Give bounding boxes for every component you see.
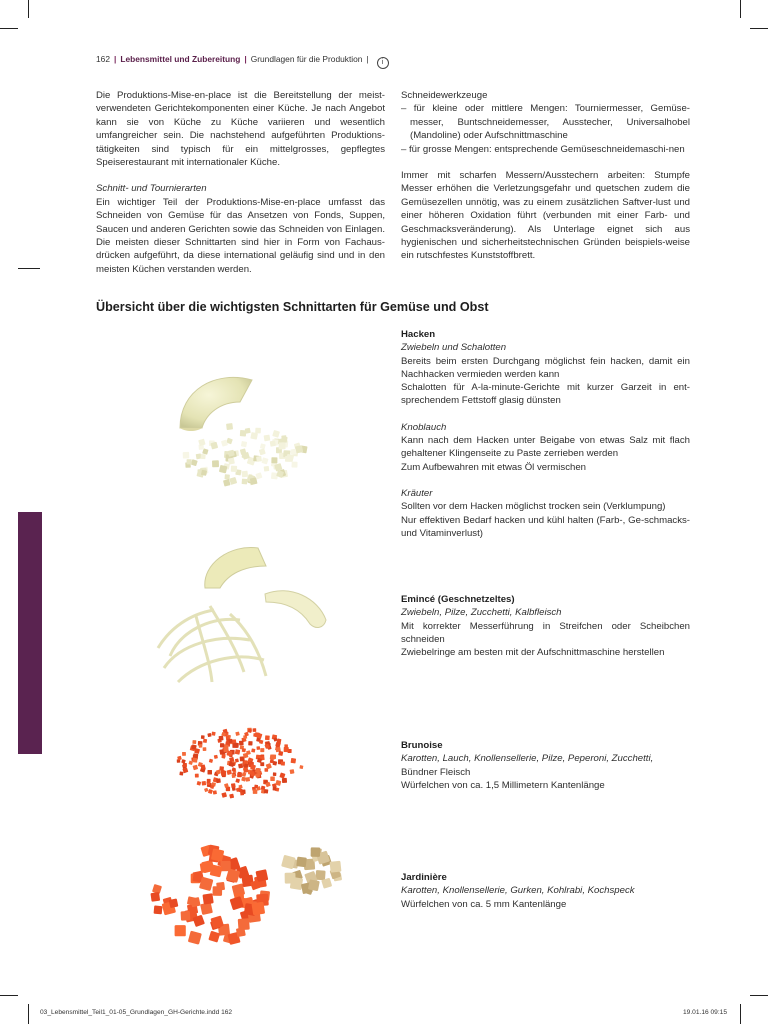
- brunoise-cube: [242, 772, 247, 777]
- jardiniere-text: Würfelchen von ca. 5 mm Kantenlänge: [401, 898, 567, 910]
- brunoise-cube: [179, 771, 183, 775]
- brunoise-cube: [181, 759, 185, 763]
- footer-timestamp: 19.01.16 09:15: [683, 1009, 727, 1016]
- brunoise-cube: [270, 777, 275, 782]
- carrot-cube: [150, 892, 160, 902]
- onion-dice: [228, 458, 235, 465]
- emince-block: [401, 593, 690, 659]
- carrot-cube: [255, 869, 268, 882]
- crop-mark: [740, 1004, 741, 1024]
- celery-cube: [296, 857, 307, 868]
- carrot-cube: [200, 862, 211, 873]
- brunoise-cube: [253, 789, 257, 794]
- onion-dice: [187, 459, 192, 464]
- onion-dice: [231, 466, 237, 472]
- crop-mark: [0, 28, 18, 29]
- onion-dice: [241, 471, 248, 478]
- emince-text: Zwiebelringe am besten mit der Aufschnittmaschine herstellen: [401, 647, 665, 659]
- carrot-cube: [208, 931, 220, 943]
- brunoise-cube: [229, 794, 234, 799]
- onion-dice: [229, 477, 237, 485]
- brunoise-cube: [211, 732, 215, 736]
- hacken-text: Kann nach dem Hacken unter Beigabe von etwas Salz mit flach gehaltener Klingenseite zu Paste zerrieben werden: [401, 435, 690, 460]
- onion-dice: [212, 460, 219, 467]
- brunoise-cube: [279, 772, 285, 778]
- tools-heading: Schneidewerkzeuge: [401, 90, 488, 101]
- crop-mark: [18, 268, 40, 269]
- intro-paragraph-2: Ein wichtiger Teil der Produktions-Mise-en-place umfasst das Schneiden von Gemüse für das Ansetzen von Fonds, Suppen, Saucen und anderen Gerichten sowie das Schneiden von Einlagen. Die meisten dieser Schnittarten sind hier in Form von Fachaus-drücken aufgeführt, da diese international geläufig sind und in den meisten Küchen verstanden werden.: [96, 196, 385, 275]
- emince-text: Mit korrekter Messerführung in Streifchen oder Scheibchen schneiden: [401, 620, 690, 645]
- brunoise-photo: [160, 718, 320, 808]
- onion-dice: [250, 477, 258, 485]
- carrot-cube: [181, 911, 191, 921]
- brunoise-cube: [254, 785, 258, 789]
- brunoise-cube: [208, 789, 213, 794]
- carrot-brunoise-cluster: [177, 728, 304, 799]
- brunoise-cube: [199, 744, 203, 748]
- brunoise-cube: [240, 792, 244, 796]
- brunoise-cube: [256, 746, 260, 750]
- brunoise-cube: [264, 789, 268, 793]
- brunoise-cube: [299, 765, 303, 769]
- brunoise-cube: [232, 774, 236, 778]
- brunoise-cube: [203, 739, 207, 743]
- brunoise-cube: [220, 743, 224, 747]
- tools-item: – für kleine oder mittlere Mengen: Tourniermesser, Gemüse-messer, Buntschneidemesser, Ausstecher, Universalhobel (Mandoline) oder Aufschnittmaschine: [401, 103, 690, 142]
- brunoise-cube: [290, 769, 295, 774]
- brunoise-cube: [192, 758, 197, 763]
- brunoise-cube: [251, 772, 256, 777]
- brunoise-cube: [219, 766, 224, 771]
- brunoise-cube: [245, 777, 250, 782]
- footer-filename: 03_Lebensmittel_Teil1_01-05_Grundlagen_GH-Gerichte.indd 162: [40, 1009, 233, 1016]
- onion-dice: [264, 466, 270, 472]
- chapter-title: Grundlagen für die Produktion: [250, 54, 363, 64]
- brunoise-cube: [216, 778, 221, 783]
- brunoise-cube: [275, 780, 281, 786]
- onion-dice: [226, 423, 233, 430]
- separator: |: [244, 54, 247, 64]
- onion-dice: [290, 449, 296, 455]
- brunoise-cube: [214, 755, 218, 759]
- crop-mark: [0, 995, 18, 996]
- hacken-text: Zum Aufbewahren mit etwas Öl vermischen: [401, 461, 587, 473]
- brunoise-cube: [209, 759, 213, 763]
- brunoise-cube: [270, 759, 274, 763]
- onion-emince-photo: [140, 536, 350, 696]
- brunoise-cube: [201, 735, 205, 739]
- brunoise-cube: [253, 728, 257, 732]
- chopped-onion-photo: [140, 340, 350, 515]
- brunoise-subheading: Karotten, Lauch, Knollensellerie, Pilze, Peperoni, Zucchetti,: [401, 753, 654, 765]
- onion-dice: [240, 430, 247, 437]
- carrot-cube: [190, 897, 200, 907]
- brunoise-cube: [221, 771, 226, 776]
- brunoise-cube: [282, 778, 287, 783]
- onion-dice: [261, 457, 268, 464]
- brunoise-cube: [193, 765, 199, 771]
- section-title: Lebensmittel und Zubereitung: [120, 54, 241, 64]
- intro-right-column: [401, 89, 690, 263]
- onion-dice: [191, 459, 198, 466]
- brunoise-block: [401, 739, 690, 792]
- intro-subheading: Schnitt- und Tournierarten: [96, 183, 207, 195]
- jardiniere-block: [401, 871, 690, 911]
- brunoise-cube: [248, 741, 252, 745]
- brunoise-cube: [291, 758, 297, 764]
- chapter-color-bar: [18, 512, 42, 754]
- brunoise-cube: [207, 733, 211, 737]
- running-header: [96, 54, 389, 69]
- brunoise-cube: [242, 748, 246, 752]
- onion-dice: [291, 462, 297, 468]
- brunoise-cube: [265, 735, 270, 740]
- brunoise-cube: [195, 774, 199, 778]
- brunoise-cube: [192, 740, 196, 744]
- onion-dice: [270, 440, 276, 446]
- brunoise-cube: [273, 787, 277, 791]
- onion-dice: [281, 436, 288, 443]
- onion-dice: [241, 441, 247, 447]
- carrot-cube: [211, 848, 224, 861]
- celery-cube: [311, 847, 321, 857]
- brunoise-cube: [277, 738, 282, 743]
- jardiniere-photo: [140, 836, 350, 966]
- carrot-cube: [202, 893, 213, 904]
- brunoise-cube: [221, 792, 227, 798]
- onion-dice: [250, 432, 258, 440]
- hacken-block: [401, 328, 690, 540]
- carrot-dice-cluster: [150, 845, 270, 945]
- brunoise-cube: [239, 741, 244, 746]
- onion-dice: [242, 479, 248, 485]
- onion-dice: [256, 456, 262, 462]
- brunoise-cube: [281, 761, 285, 765]
- carrot-cube: [216, 882, 225, 891]
- celery-cube: [330, 861, 342, 873]
- carrot-cube: [175, 925, 186, 936]
- brunoise-cube: [207, 779, 211, 783]
- separator: |: [366, 54, 369, 64]
- crop-mark: [750, 28, 768, 29]
- carrot-cube: [236, 927, 246, 937]
- onion-dice: [255, 472, 262, 479]
- hacken-text: Schalotten für A-la-minute-Gerichte mit kurzer Garzeit in ent-sprechendem Fettstoff glasig dünsten: [401, 382, 690, 407]
- brunoise-cube: [197, 781, 202, 786]
- onion-dice: [224, 474, 229, 479]
- onion-dice: [242, 452, 249, 459]
- brunoise-cube: [203, 747, 207, 751]
- celery-cube: [308, 879, 320, 891]
- page-number: 162: [96, 54, 110, 64]
- hacken-text: Sollten vor dem Hacken möglichst trocken sein (Verklumpung): [401, 501, 666, 513]
- hacken-text: Bereits beim ersten Durchgang möglichst fein hacken, damit ein Nachhacken vermieden werden kann: [401, 355, 690, 380]
- hacken-subheading: Knoblauch: [401, 421, 447, 433]
- crop-mark: [750, 995, 768, 996]
- brunoise-cube: [231, 783, 236, 788]
- brunoise-text: Würfelchen von ca. 1,5 Millimetern Kantenlänge: [401, 779, 605, 791]
- brunoise-cube: [238, 763, 243, 768]
- jardiniere-title: Jardinière: [401, 872, 447, 883]
- hacken-text: Nur effektiven Bedarf hacken und kühl halten (Farb-, Ge-schmacks- und Vitaminverlust): [401, 514, 690, 539]
- carrot-cube: [169, 898, 179, 908]
- brunoise-cube: [278, 751, 283, 756]
- brunoise-cube: [284, 747, 289, 752]
- brunoise-cube: [251, 748, 255, 752]
- hacken-title: Hacken: [401, 329, 436, 340]
- celery-cube: [285, 873, 296, 884]
- brunoise-cube: [227, 770, 232, 775]
- brunoise-cube: [232, 743, 237, 748]
- brunoise-cube: [202, 781, 207, 786]
- onion-dice: [285, 456, 291, 462]
- celery-cube: [315, 870, 325, 880]
- carrot-cube: [251, 902, 265, 916]
- brunoise-title: Brunoise: [401, 740, 443, 751]
- brunoise-cube: [219, 736, 224, 741]
- onion-dice: [183, 452, 190, 459]
- celery-dice-cluster: [281, 847, 342, 895]
- brunoise-cube: [237, 772, 242, 777]
- brunoise-cube: [244, 763, 248, 767]
- onion-dice: [260, 443, 266, 449]
- brunoise-cube: [208, 770, 213, 775]
- brunoise-cube: [204, 788, 208, 792]
- crop-mark: [740, 0, 741, 18]
- hacken-subheading: Zwiebeln und Schalotten: [401, 342, 507, 354]
- brunoise-cube: [271, 754, 276, 759]
- brunoise-cube: [232, 739, 236, 743]
- onion-dice: [271, 457, 277, 463]
- brunoise-cube: [273, 772, 277, 776]
- tools-paragraph: Immer mit scharfen Messern/Ausstechern arbeiten: Stumpfe Messer erhöhen die Verletzungsgefahr und quetschen zudem die Gemüsezellen unnötig, was zu einem zusätzlichen Saftver-lust und einer höheren Oxidation führt (verbunden mit einer Farb- und Geschmacksveränderung). Als Unterlage eignet sich aus hygienischen und sicherheitstechnischen Gründen beispiels-weise ein rutschfestes Kunststoffbrett.: [401, 170, 690, 262]
- brunoise-cube: [248, 729, 252, 733]
- brunoise-cube: [241, 777, 246, 782]
- brunoise-cube: [213, 790, 217, 794]
- onion-dice: [272, 430, 280, 438]
- onion-dice: [201, 470, 207, 476]
- hacken-subheading: Kräuter: [401, 487, 433, 499]
- brunoise-cube: [235, 778, 240, 783]
- brunoise-cube: [253, 733, 257, 737]
- brunoise-cube: [260, 748, 264, 752]
- brunoise-subheading-2: Bündner Fleisch: [401, 766, 471, 778]
- brunoise-cube: [235, 749, 241, 755]
- carrot-cube: [154, 905, 163, 914]
- brunoise-cube: [182, 752, 186, 756]
- onion-ring-slices: [158, 606, 266, 682]
- brunoise-cube: [231, 763, 235, 767]
- intro-left-column: [96, 89, 385, 276]
- emince-subheading: Zwiebeln, Pilze, Zucchetti, Kalbfleisch: [401, 607, 562, 619]
- onion-dice: [255, 428, 261, 434]
- overview-title: Übersicht über die wichtigsten Schnittarten für Gemüse und Obst: [96, 300, 489, 314]
- onion-dice: [201, 454, 206, 459]
- onion-dice-cluster: [183, 423, 308, 487]
- crop-mark: [28, 0, 29, 18]
- crop-mark: [28, 1004, 29, 1024]
- emince-title: Emincé (Geschnetzeltes): [401, 594, 515, 605]
- brunoise-cube: [235, 731, 239, 735]
- onion-dice: [223, 479, 231, 487]
- tools-item: – für grosse Mengen: entsprechende Gemüseschneidemaschi-nen: [401, 143, 685, 155]
- jardiniere-subheading: Karotten, Knollensellerie, Gurken, Kohlrabi, Kochspeck: [401, 885, 635, 897]
- onion-dice: [278, 442, 285, 449]
- brunoise-cube: [188, 761, 192, 765]
- separator: |: [113, 54, 117, 64]
- carrot-cube: [188, 931, 202, 945]
- brunoise-cube: [183, 763, 187, 767]
- intro-paragraph: Die Produktions-Mise-en-place ist die Bereitstellung der meist-verwendeten Gerichtekomponenten einer Küche. Je nach Angebot kann sie von Küche zu Küche variieren und wesentlich umfangreicher sein. Die nachstehend aufgeführten Produktions-tätigkeiten sind typisch für ein mittelgrosses, gepflegtes Speiserestaurant mit internationaler Küche.: [96, 90, 385, 169]
- onion-dice: [264, 435, 271, 442]
- info-icon: i: [377, 57, 389, 69]
- onion-dice: [259, 448, 266, 455]
